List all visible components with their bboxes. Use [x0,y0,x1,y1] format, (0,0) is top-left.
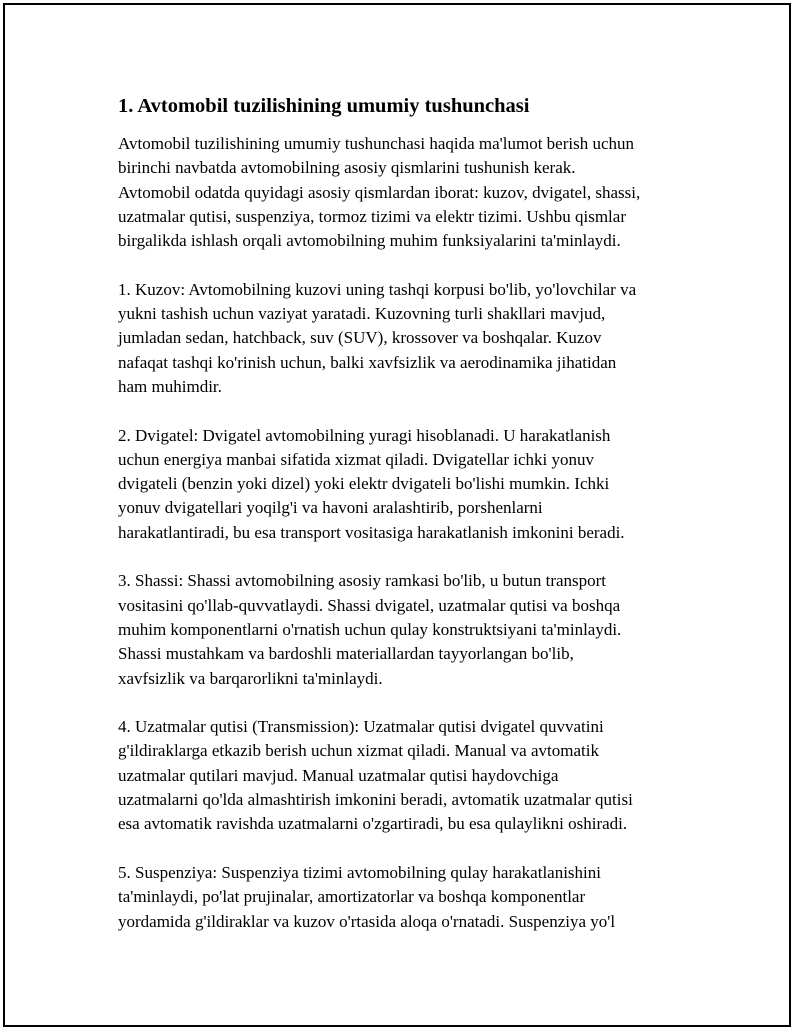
section-heading: 1. Avtomobil tuzilishining umumiy tushunchasi [118,95,530,117]
paragraph-intro: Avtomobil tuzilishining umumiy tushunchasi haqida ma'lumot berish uchun birinchi navbatda avtomobilning asosiy qismlarini tushunish kerak. Avtomobil odatda quyidagi asosiy qismlardan iborat: kuzov, dvigatel, shassi, uzatmalar qutisi, suspenziya, tormoz tizimi va elektr tizimi. Ushbu qismlar birgalikda ishlash orqali avtomobilning muhim funksiyalarini ta'minlaydi. [118,134,641,251]
paragraph-dvigatel: 2. Dvigatel: Dvigatel avtomobilning yuragi hisoblanadi. U harakatlanish uchun energiya manbai sifatida xizmat qiladi. Dvigatellar ichki yonuv dvigateli (benzin yoki dizel) yoki elektr dvigateli bo'lishi mumkin. Ichki yonuv dvigatellari yoqilg'i va havoni aralashtirib, porshenlarni harakatlantiradi, bu esa transport vositasiga harakatlanish imkonini beradi. [118,425,625,542]
paragraph-shassi: 3. Shassi: Shassi avtomobilning asosiy ramkasi bo'lib, u butun transport vositasini qo'llab-quvvatlaydi. Shassi dvigatel, uzatmalar qutisi va boshqa muhim komponentlarni o'rnatish uchun qulay konstruktsiyani ta'minlaydi. Shassi mustahkam va bardoshli materiallardan tayyorlangan bo'lib, xavfsizlik va barqarorlikni ta'minlaydi. [118,571,622,688]
paragraph-kuzov: 1. Kuzov: Avtomobilning kuzovi uning tashqi korpusi bo'lib, yo'lovchilar va yukni tashish uchun vaziyat yaratadi. Kuzovning turli shakllari mavjud, jumladan sedan, hatchback, suv (SUV), krossover va boshqalar. Kuzov nafaqat tashqi ko'rinish uchun, balki xavfsizlik va aerodinamika jihatidan ham muhimdir. [118,279,637,396]
paragraph-suspenziya: 5. Suspenziya: Suspenziya tizimi avtomobilning qulay harakatlanishini ta'minlaydi, po'lat prujinalar, amortizatorlar va boshqa komponentlar yordamida g'ildiraklar va kuzov o'rtasida aloqa o'rnatadi. Suspenziya yo'l [118,862,616,931]
paragraph-uzatmalar-qutisi: 4. Uzatmalar qutisi (Transmission): Uzatmalar qutisi dvigatel quvvatini g'ildiraklarga etkazib berish uchun xizmat qiladi. Manual va avtomatik uzatmalar qutilari mavjud. Manual uzatmalar qutisi haydovchiga uzatmalarni qo'lda almashtirish imkonini beradi, avtomatik uzatmalar qutisi esa avtomatik ravishda uzatmalarni o'zgartiradi, bu esa qulaylikni oshiradi. [118,717,633,834]
document-body [118,92,718,958]
